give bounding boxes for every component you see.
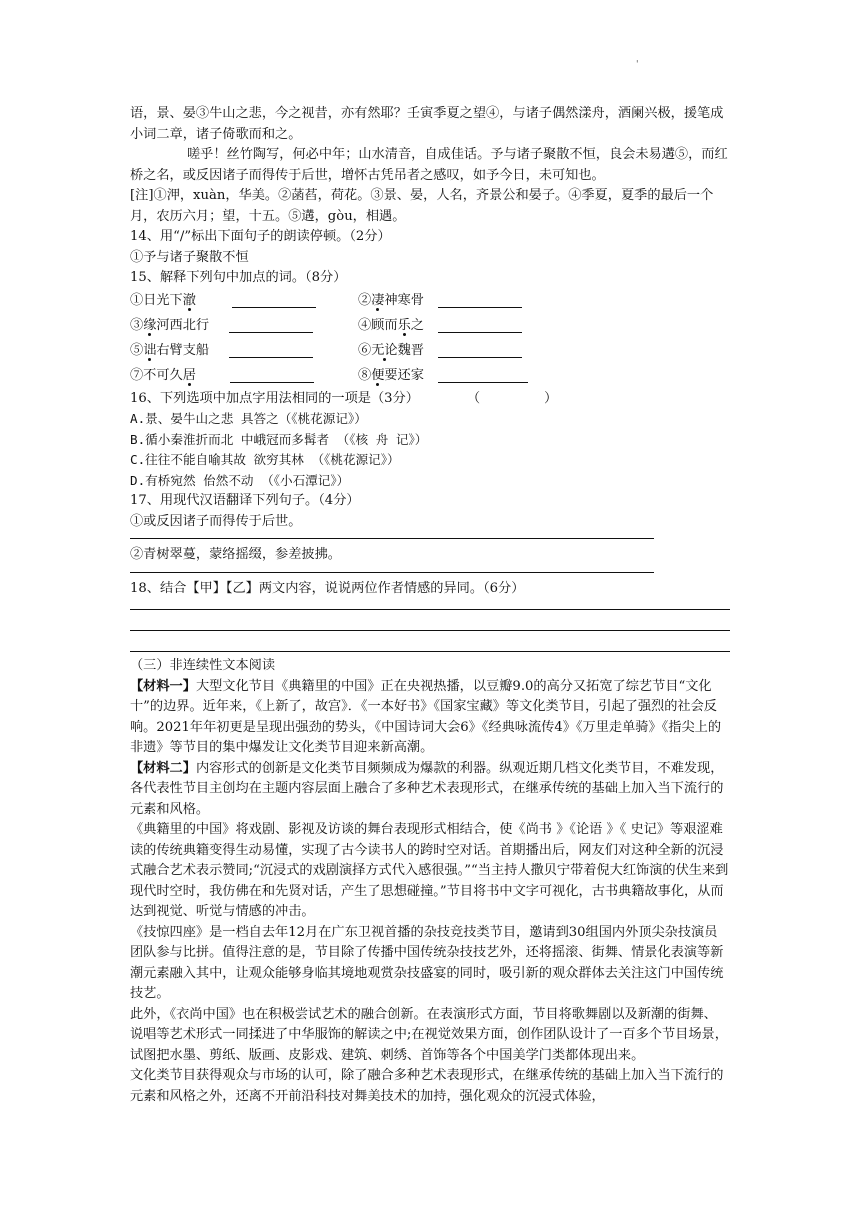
header-mark: ' xyxy=(636,60,639,70)
q16-option-b: B.循小秦淮折而北 中峨冠而多髯者 （《核 舟 记》） xyxy=(130,431,428,447)
q15-item-8: ⑧便要还家 xyxy=(358,366,528,387)
passage-paragraph-1: 语，景、晏③牛山之悲，今之视昔，亦有然耶？壬寅季夏之望④，与诸子偶然漾舟，酒阑兴极，援笔成小词二章，诸子倚歌而和之。 xyxy=(130,106,724,142)
material-1: 【材料一】大型文化节目《典籍里的中国》正在央视热播，以豆瓣9.0的高分又拓宽了综艺节目“文化十”的边界。近年来，《上新了，故宫》．《一本好书》《国家宝藏》等文化类节目，引起了强烈的社会反响。2021年年初更是呈现出强劲的势头，《中国诗词大会6》《经典咏流传4》《万里走单骑》《指尖上的非遗》等节目的集中爆发让文化类节目迎来新高潮。 xyxy=(130,678,722,755)
answer-blank[interactable] xyxy=(438,343,522,358)
q17-sentence-1: ①或反因诸子而得传于后世。 xyxy=(130,513,302,529)
answer-blank[interactable] xyxy=(438,368,528,383)
answer-blank[interactable] xyxy=(229,318,313,333)
emphasis-dot: 便 xyxy=(371,367,385,383)
q15-item-6: ⑥无论魏晋 xyxy=(358,341,522,362)
emphasis-dot: 诎 xyxy=(143,342,157,358)
q14-sentence: ①予与诸子聚散不恒 xyxy=(130,249,249,265)
q16-stem: 16、下列选项中加点字用法相同的一项是（3分） （ ） xyxy=(130,389,730,410)
q18-stem: 18、结合【甲】【乙】两文内容，说说两位作者情感的异同。（6分） xyxy=(130,580,525,596)
q15-item-5: ⑤诎右臂支船 xyxy=(130,341,313,362)
section-3-title: （三）非连续性文本阅读 xyxy=(130,658,276,673)
q17-sentence-2: ②青树翠蔓，蒙络摇缀，参差披拂。 xyxy=(130,547,341,562)
emphasis-dot: 乐 xyxy=(397,317,411,333)
q16-answer-bracket[interactable]: （ ） xyxy=(466,390,558,406)
q15-items xyxy=(130,289,730,389)
answer-blank[interactable] xyxy=(229,343,313,358)
q16-option-d: D.有桥宛然 佁然不动 （《小石潭记》） xyxy=(130,472,350,488)
answer-blank[interactable] xyxy=(230,368,314,383)
emphasis-dot: 居 xyxy=(182,367,196,383)
emphasis-dot: 凄 xyxy=(371,292,385,308)
q16-option-c: C.往往不能自喻其故 欲穷其林 （《桃花源记》） xyxy=(130,452,400,467)
emphasis-dot: 澈 xyxy=(182,292,196,308)
passage-paragraph-2: 嗟乎！丝竹陶写，何必中年；山水清音，自成佳话。予与诸子聚散不恒，良会未易遘⑤，而红桥之名，或反因诸子而得传于后世，增怀古凭吊者之感叹，如予今日，未可知也。 xyxy=(130,147,728,183)
q16-option-a: A.景、晏牛山之悲 具答之（《桃花源记》） xyxy=(130,411,367,426)
q15-item-1: ①日光下澈 xyxy=(130,291,316,312)
q15-item-2: ②凄神寒骨 xyxy=(358,291,522,312)
passage-notes: [注]①㳌，xuàn，华美。②菡萏，荷花。③景、晏，人名，齐景公和晏子。④季夏，夏季的最后一个月，农历六月；望，十五。⑤遘，gòu，相遇。 xyxy=(130,188,714,224)
emphasis-dot: 无论 xyxy=(371,342,398,358)
q17-stem: 17、用现代汉语翻译下列句子。（4分） xyxy=(130,493,360,508)
exam-page xyxy=(130,104,730,1107)
answer-blank[interactable] xyxy=(232,293,316,308)
q15-item-3: ③缘河西北行 xyxy=(130,316,313,337)
q14-stem: 14、用“/”标出下面句子的朗读停顿。（2分） xyxy=(130,229,391,244)
answer-blank[interactable] xyxy=(438,318,522,333)
material-2-paragraph-3: 此外，《衣尚中国》也在积极尝试艺术的融合创新。在表演形式方面，节目将歌舞剧以及新潮的街舞、说唱等艺术形式一同揉进了中华服饰的解读之中;在视觉效果方面，创作团队设计了一百多个节目场景，试图把水墨、剪纸、版画、皮影戏、建筑、刺绣、首饰等各个中国美学门类都体现出来。 xyxy=(130,1006,728,1063)
emphasis-dot: 缘 xyxy=(143,317,157,333)
material-2-paragraph-4: 文化类节目获得观众与市场的认可，除了融合多种艺术表现形式，在继承传统的基础上加入当下流行的元素和风格之外，还离不开前沿科技对舞美技术的加持，强化观众的沉浸式体验， xyxy=(130,1068,724,1104)
q15-item-4: ④顾而乐之 xyxy=(358,316,522,337)
material-2-paragraph-1: 《典籍里的中国》将戏剧、影视及访谈的舞台表现形式相结合，使《尚书 》《论语 》《 史记》等艰涩难读的传统典籍变得生动易懂，实现了古今读书人的跨时空对话。首期播出后，网友们对这种全新的沉浸式融合艺术表示赞同;“沉浸式的戏剧演择方式代入感很强。”“当主持人撒贝宁带着倪大红饰演的伏生来到现代时空时，我仿佛在和先贤对话，产生了思想碰撞。”节目将书中文字可视化，古书典籍故事化，从而达到视觉、听觉与情感的冲击。 xyxy=(130,822,729,919)
q15-stem: 15、解释下列句中加点的词。（8分） xyxy=(130,270,347,285)
material-2-paragraph-2: 《技惊四座》是一档自去年12月在广东卫视首播的杂技竞技类节目，邀请到30组国内外顶尖杂技演员团队参与比拼。值得注意的是，节目除了传播中国传统杂技技艺外，还将摇滚、街舞、情景化表演等新潮元素融入其中，让观众能够身临其境地观赏杂技盛宴的同时，吸引新的观众群体去关注这门中国传统技艺。 xyxy=(130,924,724,1001)
material-2: 【材料二】内容形式的创新是文化类节目频频成为爆款的利器。纵观近期几档文化类节目，不难发现，各代表性节目主创均在主题内容层面上融合了多种艺术表现形式，在继承传统的基础上加入当下流行的元素和风格。 xyxy=(130,760,724,817)
q15-item-7: ⑦不可久居 xyxy=(130,366,314,387)
answer-blank[interactable] xyxy=(438,293,522,308)
